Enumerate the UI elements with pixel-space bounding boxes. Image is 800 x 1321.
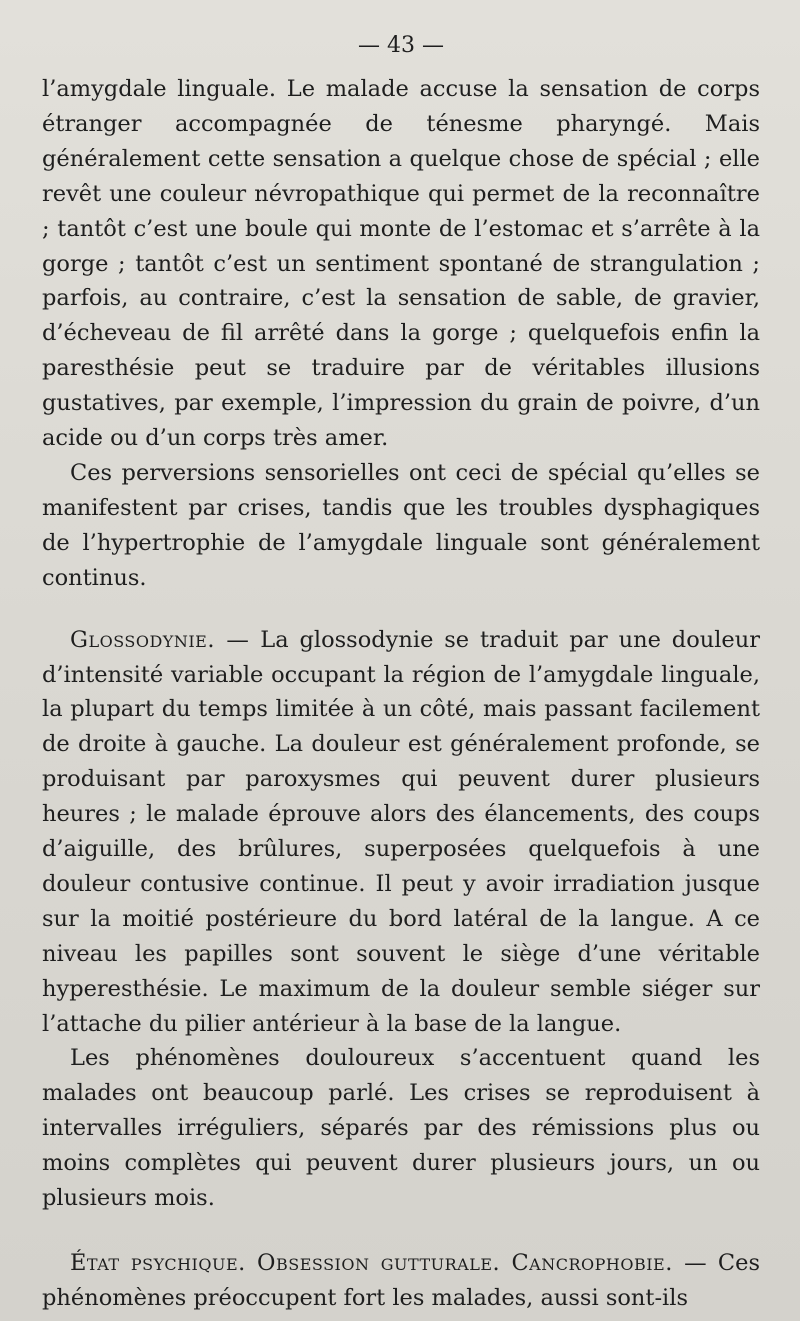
paragraph-glossodynie	[42, 623, 760, 1042]
page-number: — 43 —	[358, 33, 444, 58]
paragraph-glossodynie-body: La glossodynie se traduit par une douleur d’intensité variable occupant la région de l’amygdale linguale, la plupart du temps limitée à un côté, mais passant facilement de droite à gauche. La douleur est généralement profonde, se produisant par paroxysmes qui peuvent durer plusieurs heures ; le malade éprouve alors des élancements, des coups d’aiguille, des brûlures, superposées quelquefois à une douleur contusive continue. Il peut y avoir irradiation jusque sur la moitié postérieure du bord latéral de la langue. A ce niveau les papilles sont souvent le siège d’une véritable hyperesthésie. Le maximum de la douleur semble siéger sur l’attache du pilier antérieur à la base de la langue.	[42, 626, 760, 1037]
paragraph-phenomenes: Les phénomènes douloureux s’accentuent quand les malades ont beaucoup parlé. Les crises se reproduisent à intervalles irréguliers, séparés par des rémissions plus ou moins complètes qui peuvent durer plusieurs jours, un ou plusieurs mois.	[42, 1045, 760, 1212]
paragraph-paresthesia: l’amygdale linguale. Le malade accuse la sensation de corps étranger accompagnée de ténesme pharyngé. Mais généralement cette sensation a quelque chose de spécial ; elle revêt une couleur névropathique qui permet de la reconnaître ; tantôt c’est une boule qui monte de l’estomac et s’arrête à la gorge ; tantôt c’est un sentiment spontané de strangulation ; parfois, au contraire, c’est la sensation de sable, de gravier, d’écheveau de fil arrêté dans la gorge ; quelquefois enfin la paresthésie peut se traduire par de véritables illusions gustatives, par exemple, l’impression du grain de poivre, d’un acide ou d’un corps très amer.	[42, 76, 760, 452]
book-page	[42, 30, 760, 1316]
section-heading-glossodynie: Glossodynie. —	[70, 626, 250, 653]
paragraph-perversions: Ces perversions sensorielles ont ceci de spécial qu’elles se manifestent par crises, tandis que les troubles dysphagiques de l’hypertrophie de l’amygdale linguale sont généralement continus.	[42, 459, 760, 591]
paragraph-etat-psychique	[42, 1246, 760, 1316]
section-heading-etat-psychique: État psychique. Obsession gutturale. Cancrophobie. —	[70, 1250, 708, 1276]
paragraph-etat-psychique-body: Ces phénomènes préoccupent fort les malades, aussi sont-ils	[42, 1250, 760, 1311]
